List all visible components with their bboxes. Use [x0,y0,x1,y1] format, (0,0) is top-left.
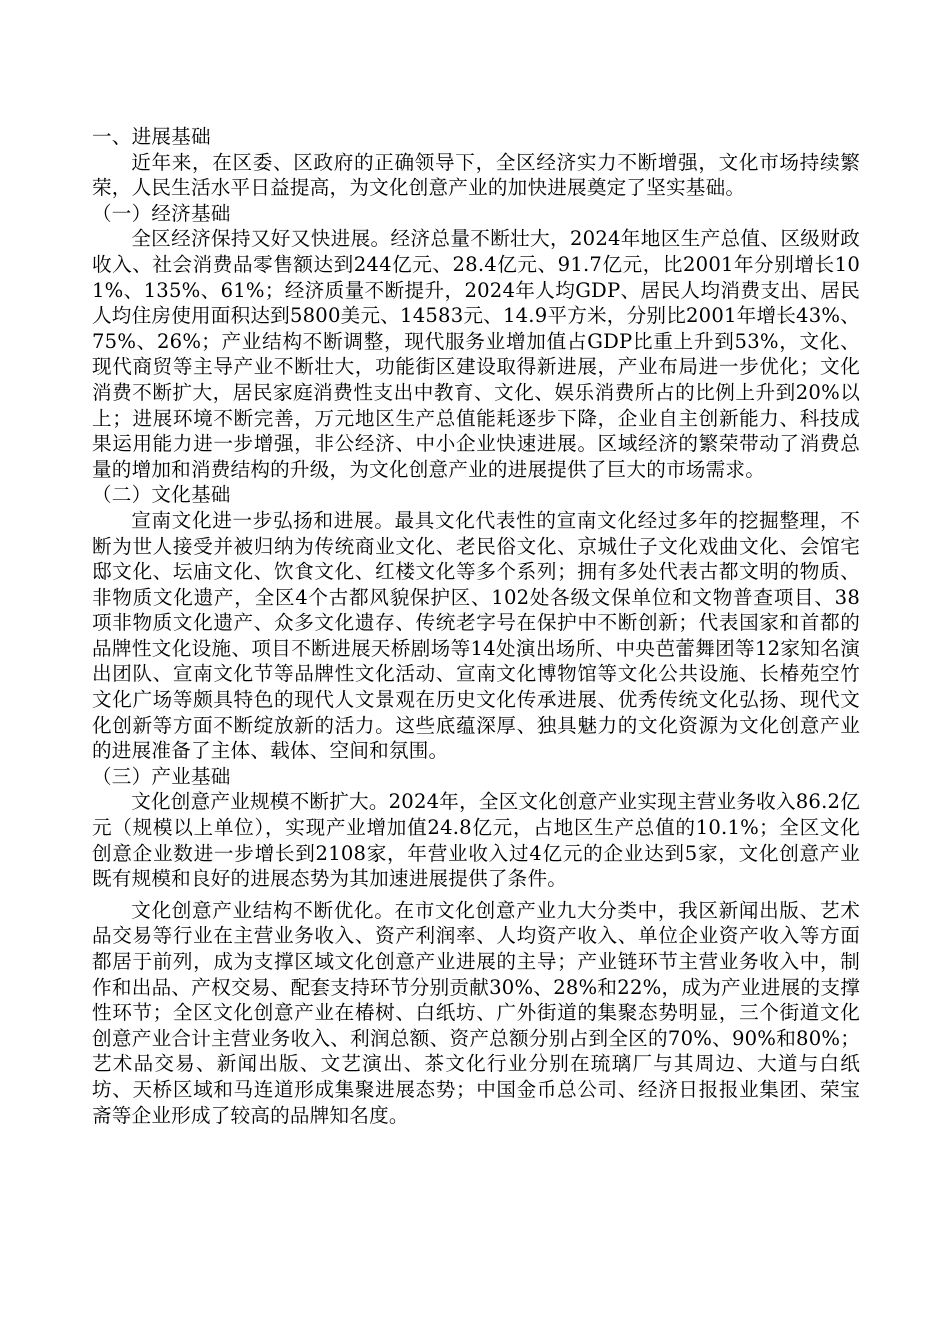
culture-paragraph: 宣南文化进一步弘扬和进展。最具文化代表性的宣南文化经过多年的挖掘整理，不断为世人接受并被归纳为传统商业文化、老民俗文化、京城仕子文化戏曲文化、会馆宅邸文化、坛庙文化、饮食文化、红楼文化等多个系列；拥有多处代表古都文明的物质、非物质文化遗产，全区4个古都风貌保护区、102处各级文保单位和文物普查项目、38项非物质文化遗产、众多文化遗存、传统老字号在保护中不断创新；代表国家和首都的品牌性文化设施、项目不断进展天桥剧场等14处演出场所、中央芭蕾舞团等12家知名演出团队、宣南文化节等品牌性文化活动、宣南文化博物馆等文化公共设施、长椿苑空竹文化广场等颇具特色的现代人文景观在历史文化传承进展、优秀传统文化弘扬、现代文化创新等方面不断绽放新的活力。这些底蕴深厚、独具魅力的文化资源为文化创意产业的进展准备了主体、载体、空间和氛围。 [92,508,860,763]
economic-paragraph: 全区经济保持又好又快进展。经济总量不断壮大，2024年地区生产总值、区级财政收入、社会消费品零售额达到244亿元、28.4亿元、91.7亿元，比2001年分别增长101%、135%、61%；经济质量不断提升，2024年人均GDP、居民人均消费支出、居民人均住房使用面积达到5800美元、14583元、14.9平方米，分别比2001年增长43%、75%、26%；产业结构不断调整，现代服务业增加值占GDP比重上升到53%，文化、现代商贸等主导产业不断壮大，功能街区建设取得新进展，产业布局进一步优化；文化消费不断扩大，居民家庭消费性支出中教育、文化、娱乐消费所占的比例上升到20%以上；进展环境不断完善，万元地区生产总值能耗逐步下降，企业自主创新能力、科技成果运用能力进一步增强，非公经济、中小企业快速进展。区域经济的繁荣带动了消费总量的增加和消费结构的升级，为文化创意产业的进展提供了巨大的市场需求。 [92,227,860,481]
industry-paragraph-scale: 文化创意产业规模不断扩大。2024年，全区文化创意产业实现主营业务收入86.2亿元（规模以上单位），实现产业增加值24.8亿元，占地区生产总值的10.1%；全区文化创意企业数进一步增长到2108家，年营业收入过4亿元的企业达到5家，文化创意产业既有规模和良好的进展态势为其加速进展提供了条件。 [92,790,860,891]
intro-paragraph: 近年来，在区委、区政府的正确领导下，全区经济实力不断增强，文化市场持续繁荣，人民生活水平日益提高，为文化创意产业的加快进展奠定了坚实基础。 [92,150,860,200]
section-title: 一、进展基础 [92,125,211,148]
culture-heading: （二）文化基础 [92,483,231,507]
economic-heading: （一）经济基础 [92,201,231,225]
industry-paragraph-structure: 文化创意产业结构不断优化。在市文化创意产业九大分类中，我区新闻出版、艺术品交易等行业在主营业务收入、资产利润率、人均资产收入、单位企业资产收入等方面都居于前列，成为支撑区域文化创意产业进展的主导；产业链环节主营业务收入中，制作和出品、产权交易、配套支持环节分别贡献30%、28%和22%，成为产业进展的支撑性环节；全区文化创意产业在椿树、白纸坊、广外街道的集聚态势明显，三个街道文化创意产业合计主营业务收入、利润总额、资产总额分别占到全区的70%、90%和80%；艺术品交易、新闻出版、文艺演出、茶文化行业分别在琉璃厂与其周边、大道与白纸坊、天桥区域和马连道形成集聚进展态势；中国金币总公司、经济日报报业集团、荣宝斋等企业形成了较高的品牌知名度。 [92,898,860,1127]
document-page [92,124,860,1128]
industry-heading: （三）产业基础 [92,764,231,788]
